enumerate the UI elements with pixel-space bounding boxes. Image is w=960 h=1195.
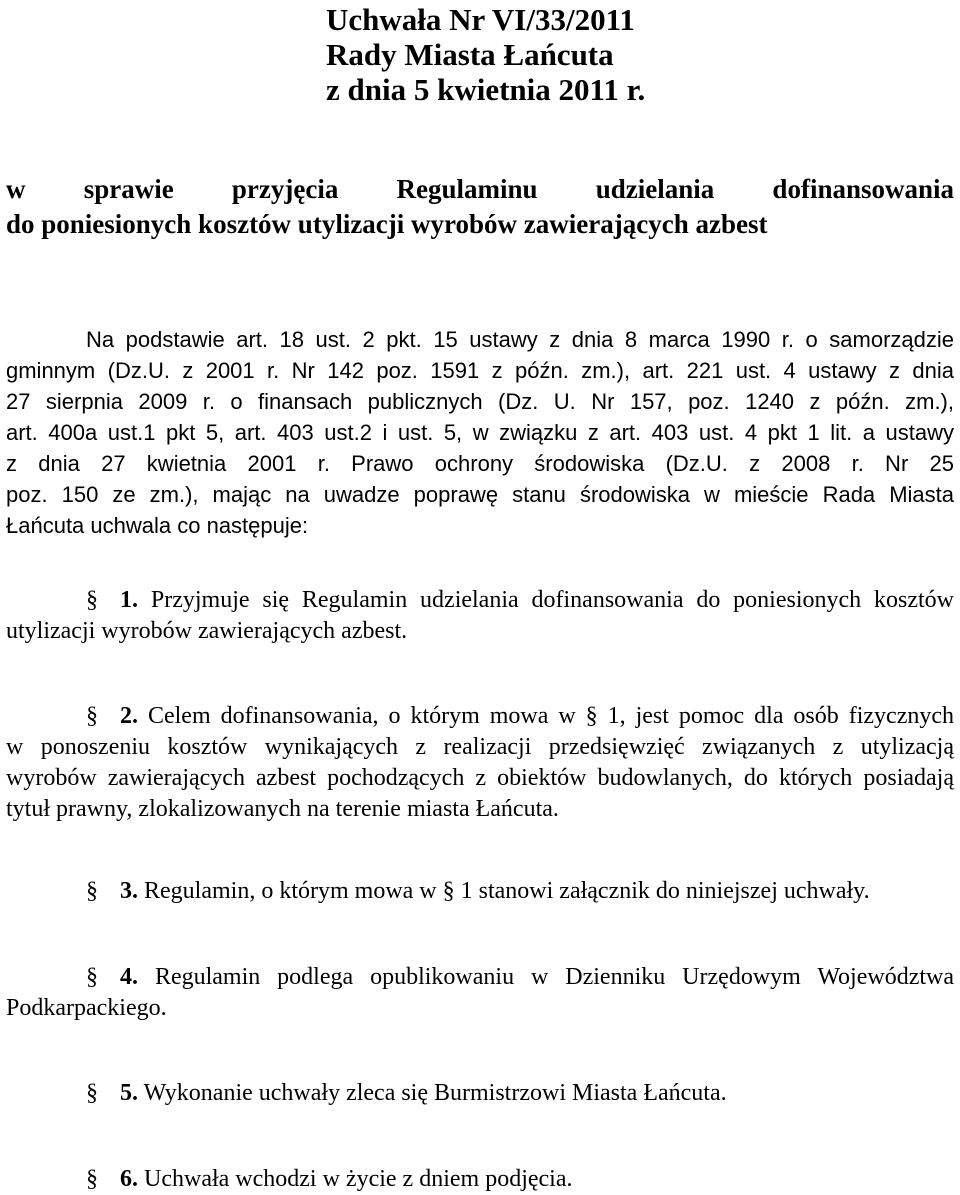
section-5 <box>6 1078 954 1109</box>
section-1 <box>6 585 954 647</box>
section-symbol: § <box>86 878 98 904</box>
section-symbol: § <box>86 587 98 613</box>
section-line: tytuł prawny, zlokalizowanych na terenie miasta Łańcuta. <box>6 796 559 822</box>
section-line <box>6 876 954 907</box>
resolution-number: Uchwała Nr VI/33/2011 <box>326 2 635 37</box>
subject-line-1: w sprawie przyjęcia Regulaminu udzielania dofinansowania <box>6 174 954 204</box>
section-symbol: § <box>86 964 98 990</box>
section-line <box>6 1164 954 1195</box>
section-text: Regulamin podlega opublikowaniu w Dzienniku Urzędowym Województwa <box>154 964 955 990</box>
section-6 <box>6 1164 954 1195</box>
section-3 <box>6 876 954 907</box>
preamble-line: art. 400a ust.1 pkt 5, art. 403 ust.2 i ust. 5, w związku z art. 403 ust. 4 pkt 1 lit. a ustawy <box>6 420 954 445</box>
section-line: w ponoszeniu kosztów wynikających z realizacji przedsięwzięć związanych z utylizacją <box>6 734 954 760</box>
section-number: 6. <box>120 1166 138 1192</box>
preamble-line: Łańcuta uchwala co następuje: <box>6 513 309 538</box>
council-name: Rady Miasta Łańcuta <box>326 37 614 72</box>
preamble-line: 27 sierpnia 2009 r. o finansach publicznych (Dz. U. Nr 157, poz. 1240 z późn. zm.), <box>6 389 954 414</box>
section-line <box>6 701 954 732</box>
section-text: Przyjmuje się Regulamin udzielania dofinansowania do poniesionych kosztów <box>150 587 955 613</box>
section-number: 5. <box>120 1080 138 1106</box>
section-line <box>6 585 954 616</box>
section-text: Wykonanie uchwały zleca się Burmistrzowi Miasta Łańcuta. <box>143 1080 727 1106</box>
preamble-line: z dnia 27 kwietnia 2001 r. Prawo ochrony środowiska (Dz.U. z 2008 r. Nr 25 <box>6 451 954 476</box>
section-number: 4. <box>120 964 138 990</box>
section-number: 2. <box>120 703 138 729</box>
section-number: 1. <box>120 587 138 613</box>
preamble-line: Na podstawie art. 18 ust. 2 pkt. 15 ustawy z dnia 8 marca 1990 r. o samorządzie <box>86 327 954 352</box>
section-2 <box>6 701 954 825</box>
preamble <box>6 324 954 541</box>
section-symbol: § <box>86 1166 98 1192</box>
section-line <box>6 962 954 993</box>
section-line: wyrobów zawierających azbest pochodzących z obiektów budowlanych, do których posiadają <box>6 765 954 791</box>
section-line <box>6 1078 954 1109</box>
section-line: utylizacji wyrobów zawierających azbest. <box>6 618 408 644</box>
subject-line-2: do poniesionych kosztów utylizacji wyrobów zawierających azbest <box>6 209 768 239</box>
preamble-line: gminnym (Dz.U. z 2001 r. Nr 142 poz. 1591 z późn. zm.), art. 221 ust. 4 ustawy z dnia <box>6 358 954 383</box>
resolution-date: z dnia 5 kwietnia 2011 r. <box>326 72 646 107</box>
section-symbol: § <box>86 1080 98 1106</box>
section-text: Regulamin, o którym mowa w § 1 stanowi załącznik do niniejszej uchwały. <box>144 878 870 904</box>
section-line: Podkarpackiego. <box>6 995 167 1021</box>
section-symbol: § <box>86 703 98 729</box>
section-text: Celem dofinansowania, o którym mowa w § 1, jest pomoc dla osób fizycznych <box>147 703 955 729</box>
section-4 <box>6 962 954 1024</box>
section-number: 3. <box>120 878 138 904</box>
preamble-line: poz. 150 ze zm.), mając na uwadze poprawę stanu środowiska w mieście Rada Miasta <box>6 482 954 507</box>
section-text: Uchwała wchodzi w życie z dniem podjęcia. <box>144 1166 573 1192</box>
